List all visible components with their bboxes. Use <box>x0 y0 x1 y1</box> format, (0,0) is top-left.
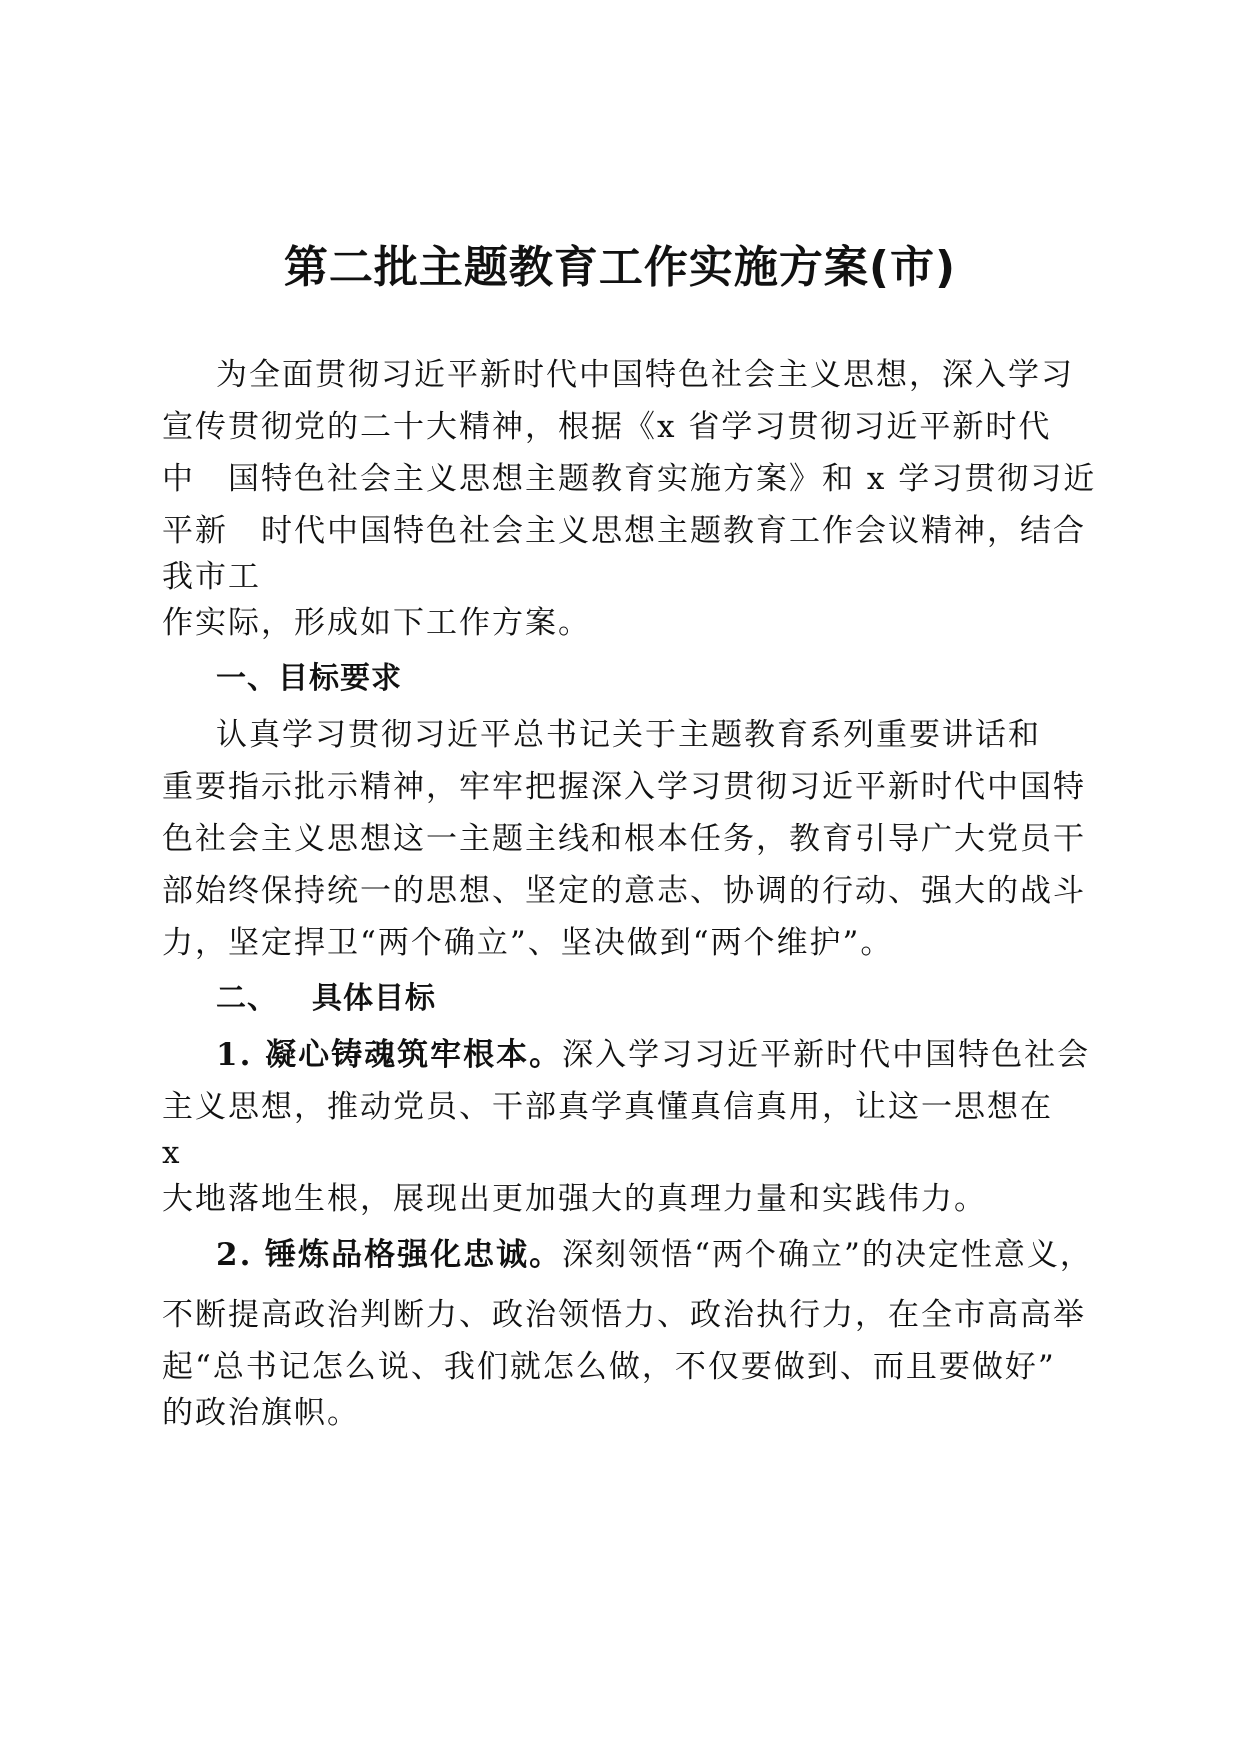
intro-line: 为全面贯彻习近平新时代中国特色社会主义思想，深入学习 <box>216 357 1074 393</box>
body-line: 部始终保持统一的思想、坚定的意志、协调的行动、强大的战斗 <box>162 873 1086 909</box>
body-line: 力，坚定捍卫“两个确立”、坚决做到“两个维护”。 <box>162 925 894 961</box>
item-text: 深入学习习近平新时代中国特色社会 <box>562 1037 1091 1073</box>
item-text: 深刻领悟“两个确立”的决定性意义， <box>562 1237 1093 1273</box>
intro-line: 我市工 <box>162 559 261 595</box>
intro-line: 中 国特色社会主义思想主题教育实施方案》和 x 学习贯彻习近 <box>162 461 1097 497</box>
item-line: 起“总书记怎么说、我们就怎么做，不仅要做到、而且要做好” <box>162 1349 1056 1385</box>
body-line: 认真学习贯彻习近平总书记关于主题教育系列重要讲话和 <box>216 717 1041 753</box>
section-heading <box>216 976 436 1022</box>
body-line: 重要指示批示精神，牢牢把握深入学习贯彻习近平新时代中国特 <box>162 769 1086 805</box>
section-heading: 一、目标要求 <box>216 661 402 696</box>
item-line: 主义思想，推动党员、干部真学真懂真信真用，让这一思想在 <box>162 1089 1053 1125</box>
item-lead: 2. 锤炼品格强化忠诚。 <box>216 1237 563 1273</box>
intro-line: 宣传贯彻党的二十大精神，根据《x 省学习贯彻习近平新时代 <box>162 409 1052 445</box>
item-line: 不断提高政治判断力、政治领悟力、政治执行力，在全市高高举 <box>162 1297 1086 1333</box>
item-line: 大地落地生根，展现出更加强大的真理力量和实践伟力。 <box>162 1181 987 1217</box>
item-line: 的政治旗帜。 <box>162 1395 360 1431</box>
intro-line: 平新 时代中国特色社会主义思想主题教育工作会议精神，结合 <box>162 513 1086 549</box>
item-lead: 1. 凝心铸魂筑牢根本。 <box>216 1037 563 1073</box>
item-line <box>216 1232 1093 1278</box>
intro-line: 作实际，形成如下工作方案。 <box>162 605 591 641</box>
item-line: x <box>162 1135 182 1171</box>
section-heading-text: 具体目标 <box>312 981 436 1016</box>
body-line: 色社会主义思想这一主题主线和根本任务，教育引导广大党员干 <box>162 821 1086 857</box>
document-title: 第二批主题教育工作实施方案(市) <box>283 242 957 293</box>
item-line <box>216 1032 1090 1078</box>
section-heading-number: 二、 <box>216 981 278 1016</box>
